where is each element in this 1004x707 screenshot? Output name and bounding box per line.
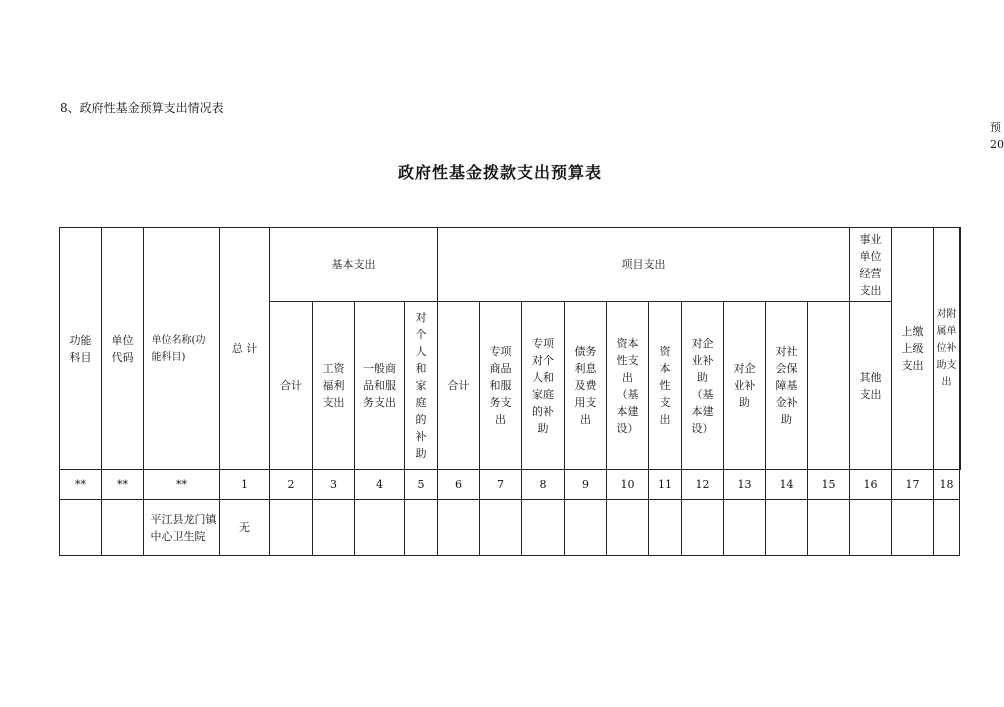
data-cell [850, 500, 892, 556]
header-basic: 基本支出 [270, 228, 438, 302]
data-cell [565, 500, 607, 556]
data-cell [438, 500, 480, 556]
index-cell: 6 [438, 470, 480, 500]
budget-table [59, 227, 961, 556]
data-total: 无 [220, 500, 270, 556]
data-cell [102, 500, 144, 556]
data-cell [934, 500, 960, 556]
index-cell: 5 [405, 470, 438, 500]
data-cell [355, 500, 405, 556]
index-cell: 4 [355, 470, 405, 500]
data-cell [522, 500, 565, 556]
index-cell: 1 [220, 470, 270, 500]
index-cell: ** [102, 470, 144, 500]
index-cell: 2 [270, 470, 313, 500]
header-project-col-6: 资本性支出 [649, 302, 682, 470]
header-project: 项目支出 [438, 228, 850, 302]
header-unit-code: 单位代码 [102, 228, 144, 470]
index-cell: 12 [682, 470, 724, 500]
header-subsidiary: 对附属单位补助支出 [934, 228, 960, 470]
header-project-col-5: 资本性支出（基本建设） [607, 302, 649, 470]
header-basic-col-4: 对个人和家庭的补助 [405, 302, 438, 470]
header-project-col-2: 专项商品和服务支出 [480, 302, 522, 470]
header-project-col-7: 对企业补助（基本建设） [682, 302, 724, 470]
right-note-2: 20 [990, 138, 1004, 151]
data-cell [808, 500, 850, 556]
header-col-18 [960, 228, 961, 470]
header-func-subject: 功能科目 [60, 228, 102, 470]
header-enterprise-biz: 事业单位经营支出 [850, 228, 892, 302]
header-project-col-8: 对企业补助 [724, 302, 766, 470]
data-cell [607, 500, 649, 556]
index-cell: 8 [522, 470, 565, 500]
index-cell: 13 [724, 470, 766, 500]
index-cell: 10 [607, 470, 649, 500]
header-project-col-3: 专项对个人和家庭的补助 [522, 302, 565, 470]
index-cell: 15 [808, 470, 850, 500]
data-cell [892, 500, 934, 556]
section-title: 8、政府性基金预算支出情况表 [60, 101, 224, 115]
data-cell [60, 500, 102, 556]
index-cell: 9 [565, 470, 607, 500]
data-cell [480, 500, 522, 556]
data-cell [649, 500, 682, 556]
header-total: 总 计 [220, 228, 270, 470]
header-basic-col-3: 一般商品和服务支出 [355, 302, 405, 470]
right-note-1: 预 [990, 121, 1001, 134]
header-unit-name: 单位名称(功能科目) [144, 228, 220, 470]
data-cell [766, 500, 808, 556]
main-title: 政府性基金拨款支出预算表 [397, 163, 602, 182]
header-basic-col-1: 合计 [270, 302, 313, 470]
index-cell: 18 [934, 470, 960, 500]
index-cell: ** [60, 470, 102, 500]
index-cell: 7 [480, 470, 522, 500]
header-project-col-1: 合计 [438, 302, 480, 470]
header-project-col-4: 债务利息及费用支出 [565, 302, 607, 470]
data-cell [270, 500, 313, 556]
index-cell: 16 [850, 470, 892, 500]
index-cell: 17 [892, 470, 934, 500]
header-upper: 上缴上级支出 [892, 228, 934, 470]
data-cell [682, 500, 724, 556]
data-cell [724, 500, 766, 556]
header-basic-col-2: 工资福利支出 [313, 302, 355, 470]
data-unit-name: 平江县龙门镇中心卫生院 [144, 500, 220, 556]
index-cell: 3 [313, 470, 355, 500]
header-project-col-9: 对社会保障基金补助 [766, 302, 808, 470]
header-other: 其他支出 [850, 302, 892, 470]
index-cell: 11 [649, 470, 682, 500]
header-project-blank [808, 302, 850, 470]
data-cell [313, 500, 355, 556]
data-cell [405, 500, 438, 556]
index-cell: ** [144, 470, 220, 500]
index-cell: 14 [766, 470, 808, 500]
